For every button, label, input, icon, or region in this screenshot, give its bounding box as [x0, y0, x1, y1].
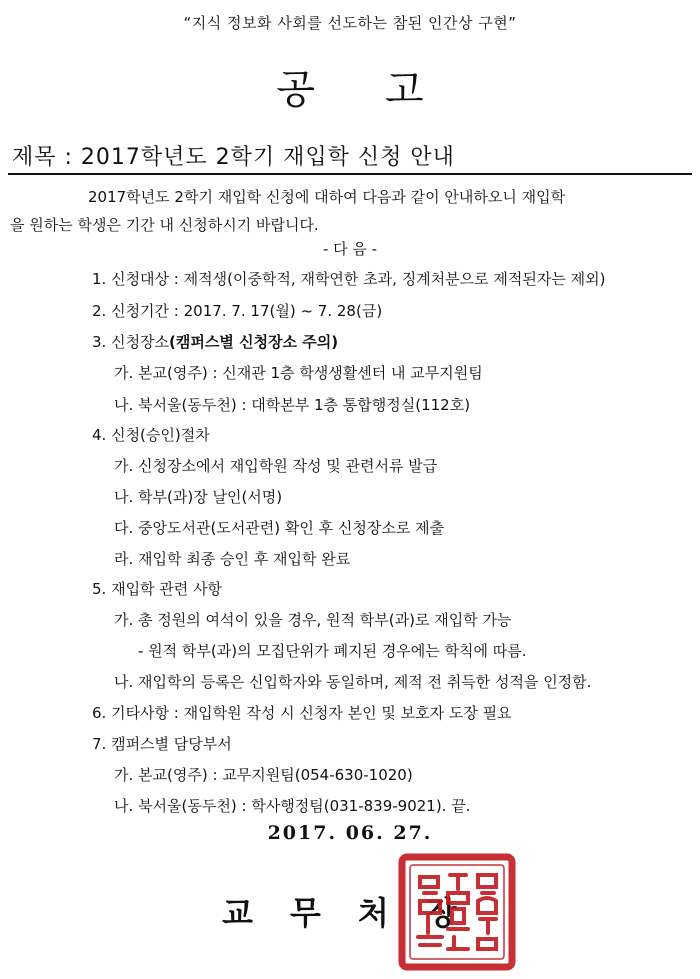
- title-divider: [8, 173, 692, 175]
- item-3: [92, 333, 338, 351]
- notice-date: 2017. 06. 27.: [267, 822, 433, 844]
- item-3b: 나. 북서울(동두천) : 대학본부 1층 통합행정실(112호): [114, 396, 471, 414]
- item-7: 7. 캠퍼스별 담당부서: [92, 735, 232, 753]
- item-4a: 가. 신청장소에서 재입학원 작성 및 관련서류 발급: [114, 457, 438, 475]
- item-4c: 다. 중앙도서관(도서관련) 확인 후 신청장소로 제출: [114, 519, 445, 537]
- item-3-label: 3. 신청장소: [92, 333, 170, 351]
- item-5a: 가. 총 정원의 여석이 있을 경우, 원적 학부(과)로 재입학 가능: [114, 611, 512, 629]
- item-4d: 라. 재입학 최종 승인 후 재입학 완료: [114, 550, 351, 568]
- item-7a: 가. 본교(영주) : 교무지원팀(054-630-1020): [114, 766, 413, 784]
- item-5: 5. 재입학 관련 사항: [92, 580, 223, 598]
- intro-line-1: 2017학년도 2학기 재입학 신청에 대하여 다음과 같이 안내하오니 재입학: [88, 188, 566, 206]
- item-6: 6. 기타사항 : 재입학원 작성 시 신청자 본인 및 보호자 도장 필요: [92, 704, 512, 722]
- item-4: 4. 신청(승인)절차: [92, 426, 210, 444]
- item-4b: 나. 학부(과)장 날인(서명): [114, 488, 283, 506]
- announcement-title: 공고: [276, 67, 494, 113]
- intro-line-2: 을 원하는 학생은 기간 내 신청하시기 바랍니다.: [10, 216, 319, 234]
- item-5b: 나. 재입학의 등록은 신입학자와 동일하며, 제적 전 취득한 성적을 인정함.: [114, 673, 592, 691]
- item-1: 1. 신청대상 : 제적생(이중학적, 재학연한 초과, 징계처분으로 제적된자는 제외): [92, 270, 606, 288]
- subject-line: 제목 : 2017학년도 2학기 재입학 신청 안내: [12, 145, 455, 170]
- motto: “지식 정보화 사회를 선도하는 참된 인간상 구현”: [183, 14, 517, 32]
- item-7b: 나. 북서울(동두천) : 학사행정팀(031-839-9021). 끝.: [114, 797, 471, 815]
- section-divider: - 다 음 -: [322, 240, 378, 258]
- signer-title: 교무처장: [222, 894, 494, 932]
- item-5a-sub: - 원적 학부(과)의 모집단위가 폐지된 경우에는 학칙에 따름.: [138, 642, 527, 660]
- official-seal-stamp: [398, 853, 516, 971]
- item-2: 2. 신청기간 : 2017. 7. 17(월) ~ 7. 28(금): [92, 302, 383, 320]
- item-3a: 가. 본교(영주) : 신재관 1층 학생생활센터 내 교무지원팀: [114, 364, 483, 382]
- item-3-note: (캠퍼스별 신청장소 주의): [169, 333, 339, 351]
